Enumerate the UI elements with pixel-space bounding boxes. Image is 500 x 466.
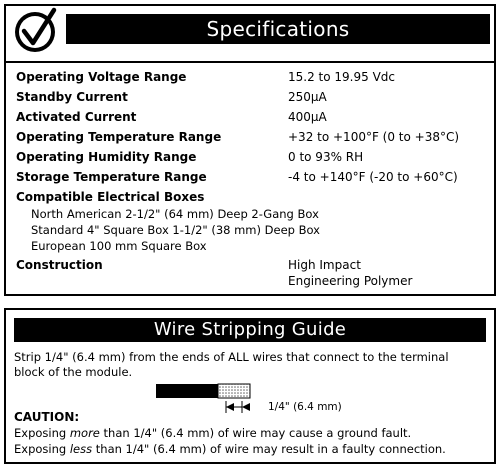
instruction-line-2: block of the module.: [14, 365, 133, 379]
caution-line-2: [14, 442, 446, 456]
wire-strip-diagram: [156, 380, 376, 414]
compatible-box-item: Standard 4" Square Box 1-1/2" (38 mm) Deep Box: [31, 223, 320, 237]
wire-insulation: [156, 384, 218, 398]
spec-value-storage-temperature: -4 to +140°F (-20 to +60°C): [288, 170, 458, 184]
caution-text: than 1/4" (6.4 mm) of wire may result in a faulty connection.: [92, 442, 446, 456]
arrow-right-icon: [242, 403, 250, 411]
compatible-box-item: North American 2-1/2" (64 mm) Deep 2-Gang Box: [31, 207, 319, 221]
caution-label: CAUTION:: [14, 410, 80, 424]
spec-label-operating-temperature: Operating Temperature Range: [16, 130, 222, 144]
dimension-label: 1/4" (6.4 mm): [268, 401, 342, 413]
spec-value-construction-line1: High Impact: [288, 258, 361, 272]
specifications-panel: [4, 4, 496, 296]
specifications-title: Specifications: [66, 14, 490, 44]
wire-stripping-panel: [4, 308, 496, 464]
spec-value-standby-current: 250µA: [288, 90, 327, 104]
spec-label-standby-current: Standby Current: [16, 90, 128, 104]
instruction-line-1: Strip 1/4" (6.4 mm) from the ends of ALL wires that connect to the terminal: [14, 350, 449, 364]
caution-text: Exposing: [14, 426, 70, 440]
spec-value-construction-line2: Engineering Polymer: [288, 274, 413, 288]
spec-label-compatible-boxes: Compatible Electrical Boxes: [16, 190, 205, 204]
checkmark-icon: [12, 6, 58, 56]
compatible-box-item: European 100 mm Square Box: [31, 239, 207, 253]
divider: [6, 61, 494, 63]
arrow-left-icon: [226, 403, 234, 411]
wire-stripping-title: Wire Stripping Guide: [14, 318, 486, 342]
spec-value-humidity: 0 to 93% RH: [288, 150, 364, 164]
caution-text: Exposing: [14, 442, 70, 456]
caution-text: than 1/4" (6.4 mm) of wire may cause a ground fault.: [99, 426, 412, 440]
caution-emphasis: less: [69, 442, 93, 456]
spec-value-voltage: 15.2 to 19.95 Vdc: [288, 70, 395, 84]
spec-label-storage-temperature: Storage Temperature Range: [16, 170, 207, 184]
caution-emphasis: more: [69, 426, 100, 440]
spec-label-activated-current: Activated Current: [16, 110, 137, 124]
spec-label-voltage: Operating Voltage Range: [16, 70, 187, 84]
spec-label-construction: Construction: [16, 258, 103, 272]
caution-line-1: [14, 426, 411, 440]
spec-value-activated-current: 400µA: [288, 110, 327, 124]
spec-label-humidity: Operating Humidity Range: [16, 150, 197, 164]
spec-value-operating-temperature: +32 to +100°F (0 to +38°C): [288, 130, 460, 144]
exposed-wire-conductor: [218, 384, 250, 398]
